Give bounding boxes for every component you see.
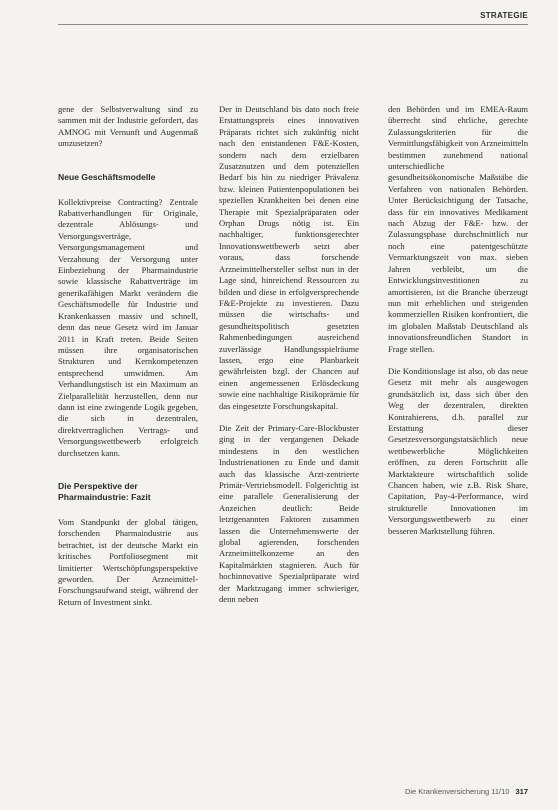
page-number: 317 — [515, 787, 528, 796]
paragraph: Die Konditionslage ist also, ob das neue Gesetz mit mehr als ausgewogen grundsätzlich ist, dass sich über den Weg der dezentralen, direkten Kontrahierens, d.h. parallel zur Erstattung dieser Gesetzesversorgungstatsächlich neue wettbewerbliche Möglichkeiten eröffnen, zu deren Fortschritt alle Marktakteure wirtschaftlich solide Chancen haben, wie z.B. Risk Share, Capitation, Pay-4-Performance, wird strukturelle Innovationen im Versorgungswettbewerb zu einer besseren Marktstellung führen. — [388, 365, 528, 536]
paragraph: Vom Standpunkt der global tätigen, forschenden Pharmaindustrie aus betrachtet, ist der deutsche Markt ein kritisches Portfoliosegment mit limitierter Wertschöpfungsperspektive geworden. Der Arzneimittel-Forschungsaufwand steigt, während der Return of Investment sinkt. — [58, 516, 198, 607]
section-heading: Die Perspektive der Pharmaindustrie: Fazit — [58, 480, 151, 502]
paragraph: den Behörden und im EMEA-Raum überrecht sind ehrliche, gerechte Zulassungskriterien für die Vermittlungsfähigkeit von Arzneimitteln bestimmen zunehmend national unterschiedliche gesundheitsökonomische Maßstäbe die Verfahren von nationalen Behörden. Unter Berücksichtigung der Tatsache, dass für ein innovatives Medikament nach Abzug der F&E- bzw. der Zulassungsphase durchschnittlich nur noch eine patentgeschützte Vermarktungszeit von max. sieben Jahren verbleibt, um die Entwicklungsinvestitionen zu amortisieren, ist die Branche überzeugt nun mit erheblichen und steigenden kommerziellen Risiken konfrontiert, die im globalen Maßstab Deutschland als innovationsfreundlichen Standort in Frage stellen. — [388, 104, 528, 354]
publication-name: Die Krankenversicherung 11/10 — [404, 787, 510, 796]
header-rule — [58, 24, 528, 25]
paragraph: Kollektivpreise Contracting? Zentrale Rabattverhandlungen für Originale, dezentrale Ablösungs- und Versorgungsverträge, Versorgungsmanagement und Verzahnung der Versorgung unter Einbeziehung der Pharmaindustrie sowie klassische Rabattverträge im generikafähigen Markt verändern die Geschäftsmodelle für Industrie und Krankenkassen massiv und schnell, denn das neue Gesetz wird im Januar 2011 in Kraft treten. Beide Seiten müssen ihre organisatorischen Strukturen und Kernkompetenzen entsprechend umwidmen. Am Verhandlungstisch ist ein Maximum an Zielparallelität herzustellen, denn nur dann ist eine zwingende Logik gegeben, die sich in dezentralen, direktvertraglichen Vertrags- und Versorgungswettbewerb erfolgreich durchsetzen kann. — [58, 196, 198, 458]
section-label: STRATEGIE — [480, 11, 528, 20]
paragraph: Die Zeit der Primary-Care-Blockbuster ging in der vergangenen Dekade mindestens in den westlichen Industrienationen zu Ende und damit auch das klassische Arzt-zentrierte Primär-Vertriebsmodell. Folgerichtig ist eine parallele Generalisierung der Anzeichen deutlich: Beide letztgenannten Faktoren zusammen lassen die Unternehmenswerte der global agierenden, forschenden Arzneimittelkonzerne an den Kapitalmärkten stagnieren. Auch für hochinnovative Spezialpräparate wird der Marktzugang immer schwieriger, denn neben — [219, 422, 359, 605]
paragraph: Der in Deutschland bis dato noch freie Erstattungspreis eines innovativen Präparats richtet sich zukünftig nicht nach den entstandenen F&E-Kosten, sondern nach dem erzielbaren Zusatznutzen und dem potenziellen Bedarf bis hin zu niedriger Prävalenz bzw. kleinen Patientenpopulationen bei speziellen Krankheiten bei denen eine Therapie mit Spezialpräparaten oder Orphan Drugs nötig ist. Ein nachhaltiger, funktionsgerechter Innovationswettbewerb setzt aber voraus, dass forschende Arzneimittelhersteller selbst nun in der Lage sind, hinreichend Ressourcen zu bilden und diese in erfolgversprechende F&E-Projekte zu investieren. Dazu müssen die wirtschafts- und gesundheitspolitisch gesetzten Rahmenbedingungen ausreichend zuverlässige Handlungsspielräume lassen, ergo eine Planbarkeit gewährleisten bzgl. der Chancen auf einen angemessenen Erlösdeckung sowie eine nachhaltige Risikoprämie für das eingesetzte Forschungskapital. — [219, 104, 359, 411]
article-body — [58, 104, 528, 744]
column-3 — [388, 104, 528, 548]
column-2 — [219, 104, 359, 616]
section-heading: Neue Geschäftsmodelle — [58, 171, 156, 182]
column-1 — [58, 104, 198, 619]
page-footer — [405, 787, 528, 796]
paragraph: gene der Selbstverwaltung sind zu sammen mit der Industrie gefordert, das AMNOG mit Vernunft und Augenmaß umzusetzen? — [58, 104, 198, 149]
page-header — [0, 0, 558, 24]
